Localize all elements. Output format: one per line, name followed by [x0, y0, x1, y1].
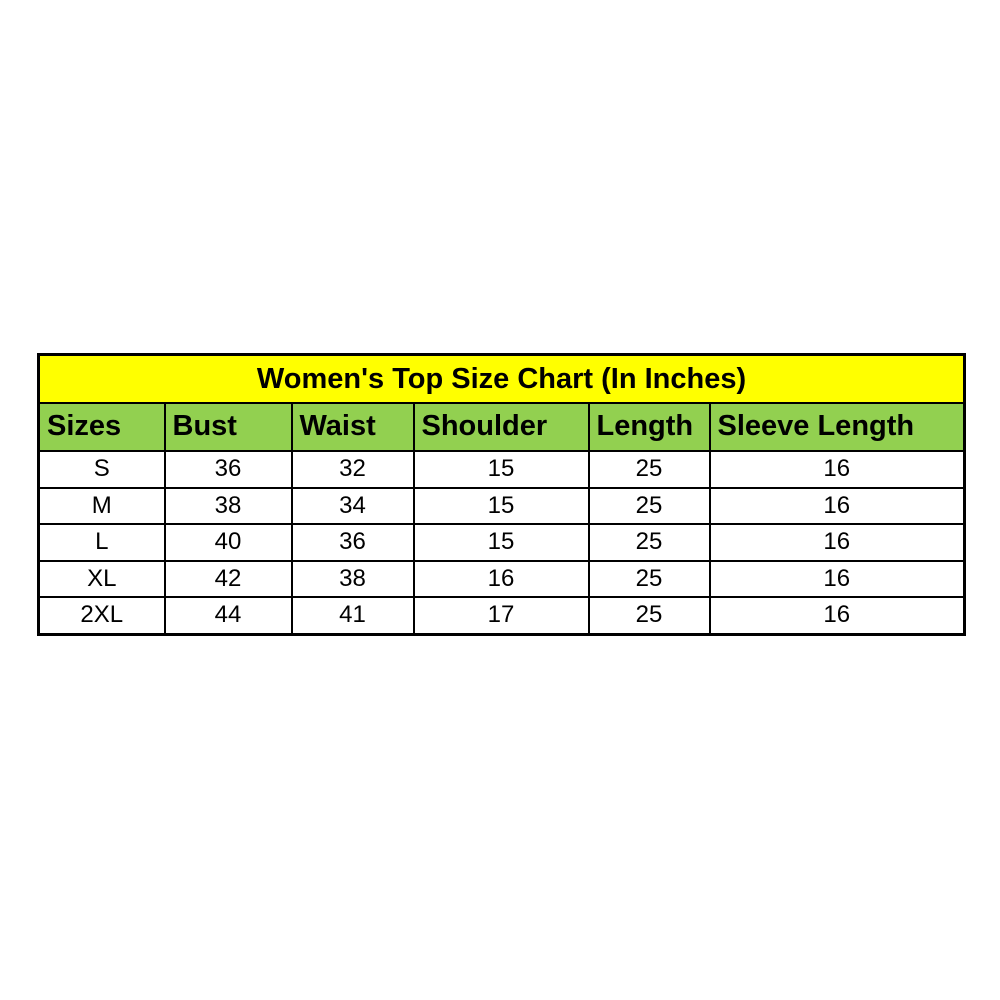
bust-cell: 36 [165, 451, 292, 488]
size-cell: L [39, 524, 165, 561]
length-cell: 25 [589, 561, 710, 598]
shoulder-cell: 15 [414, 451, 589, 488]
column-header-length: Length [589, 403, 710, 451]
size-chart-table [37, 353, 966, 636]
length-cell: 25 [589, 451, 710, 488]
waist-cell: 32 [292, 451, 414, 488]
header-row [39, 403, 965, 451]
sleeve-length-cell: 16 [710, 488, 965, 525]
column-header-sizes: Sizes [39, 403, 165, 451]
bust-cell: 44 [165, 597, 292, 634]
sleeve-length-cell: 16 [710, 451, 965, 488]
shoulder-cell: 15 [414, 524, 589, 561]
size-cell: M [39, 488, 165, 525]
bust-cell: 40 [165, 524, 292, 561]
waist-cell: 41 [292, 597, 414, 634]
table-row-2xl [39, 597, 965, 634]
sleeve-length-cell: 16 [710, 561, 965, 598]
waist-cell: 34 [292, 488, 414, 525]
column-header-waist: Waist [292, 403, 414, 451]
length-cell: 25 [589, 488, 710, 525]
column-header-sleeve-length: Sleeve Length [710, 403, 965, 451]
size-cell: XL [39, 561, 165, 598]
table-row-s [39, 451, 965, 488]
shoulder-cell: 16 [414, 561, 589, 598]
length-cell: 25 [589, 524, 710, 561]
bust-cell: 38 [165, 488, 292, 525]
table-row-l [39, 524, 965, 561]
size-cell: 2XL [39, 597, 165, 634]
length-cell: 25 [589, 597, 710, 634]
column-header-shoulder: Shoulder [414, 403, 589, 451]
waist-cell: 36 [292, 524, 414, 561]
size-cell: S [39, 451, 165, 488]
sleeve-length-cell: 16 [710, 597, 965, 634]
table-row-xl [39, 561, 965, 598]
shoulder-cell: 17 [414, 597, 589, 634]
waist-cell: 38 [292, 561, 414, 598]
table-row-m [39, 488, 965, 525]
sleeve-length-cell: 16 [710, 524, 965, 561]
title-row [39, 355, 965, 404]
bust-cell: 42 [165, 561, 292, 598]
shoulder-cell: 15 [414, 488, 589, 525]
chart-title: Women's Top Size Chart (In Inches) [39, 355, 965, 404]
column-header-bust: Bust [165, 403, 292, 451]
